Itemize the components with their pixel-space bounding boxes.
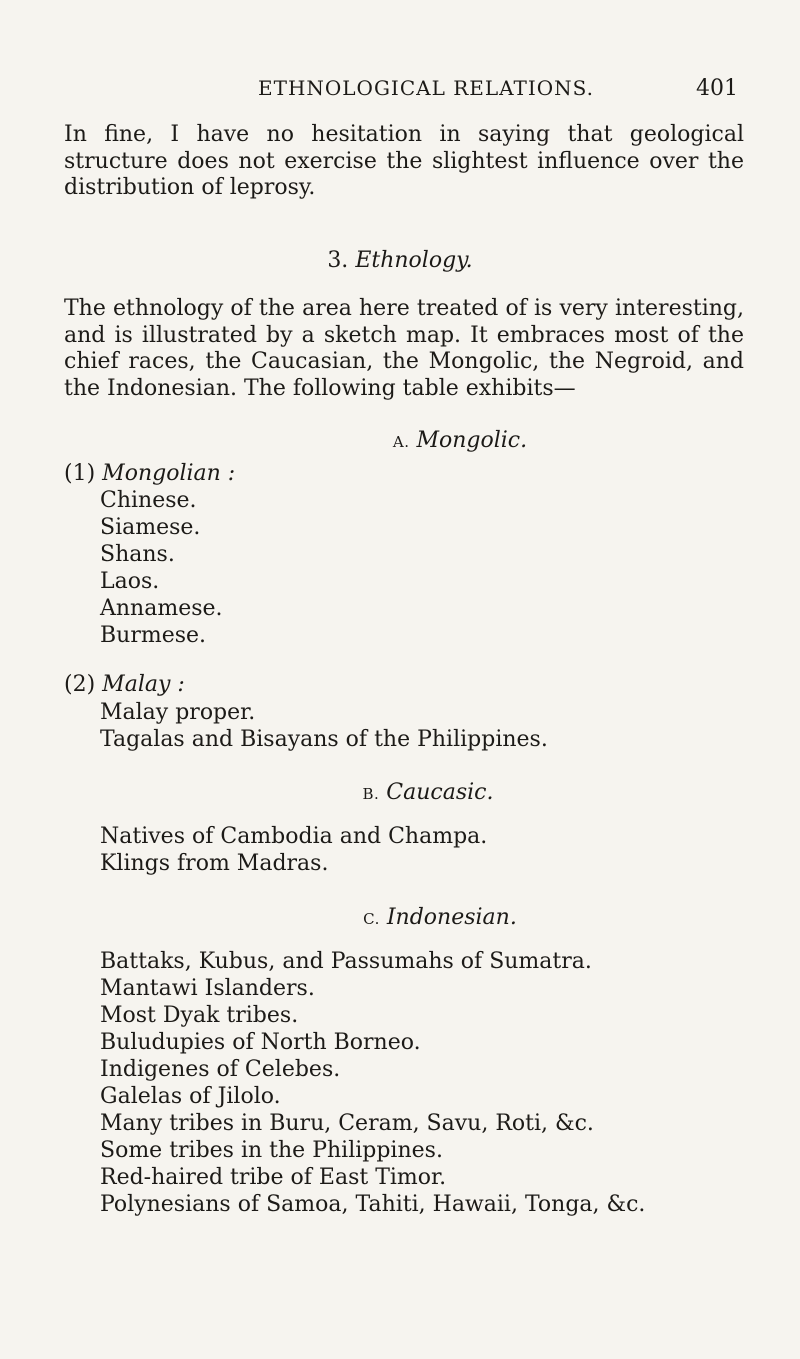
page-header	[0, 76, 800, 106]
running-head: ETHNOLOGICAL RELATIONS.	[258, 76, 594, 100]
list-item: Tagalas and Bisayans of the Philippines.	[100, 727, 548, 752]
list-item: Klings from Madras.	[100, 851, 329, 876]
page-number: 401	[696, 76, 738, 101]
list-item: Red-haired tribe of East Timor.	[100, 1165, 447, 1190]
list-item: Buludupies of North Borneo.	[100, 1030, 421, 1055]
subgroup-number: (2)	[64, 672, 96, 697]
group-c-heading	[40, 905, 800, 930]
subgroup-title: Mongolian :	[102, 461, 236, 486]
list-item: Chinese.	[100, 488, 197, 513]
section-number: 3.	[327, 248, 349, 273]
group-c-letter: C.	[363, 910, 380, 928]
subgroup-title: Malay :	[102, 672, 185, 697]
list-item: Mantawi Islanders.	[100, 976, 315, 1001]
group-b-heading	[28, 780, 800, 805]
list-item: Shans.	[100, 542, 175, 567]
list-item: Indigenes of Celebes.	[100, 1057, 341, 1082]
list-item: Malay proper.	[100, 700, 256, 725]
subgroup-number: (1)	[64, 461, 96, 486]
group-b-letter: B.	[362, 785, 380, 803]
list-item: Laos.	[100, 569, 160, 594]
group-c-title: Indonesian.	[386, 905, 517, 930]
list-item: Some tribes in the Philippines.	[100, 1138, 443, 1163]
subgroup-malay-heading	[64, 672, 185, 697]
ethnology-paragraph: The ethnology of the area here treated of is very interesting, and is illustrated by a sketch map. It embraces most of the chief races, the Caucasian, the Mongolic, the Negroid, and the Indonesian. The following table exhibits—	[64, 296, 744, 401]
group-a-title: Mongolic.	[416, 428, 528, 453]
list-item: Annamese.	[100, 596, 223, 621]
list-item: Burmese.	[100, 623, 207, 648]
section-title: Ethnology.	[355, 248, 473, 273]
intro-paragraph-block	[64, 122, 744, 202]
list-item: Siamese.	[100, 515, 201, 540]
list-item: Many tribes in Buru, Ceram, Savu, Roti, &c.	[100, 1111, 594, 1136]
list-item: Battaks, Kubus, and Passumahs of Sumatra.	[100, 949, 592, 974]
ethnology-paragraph-block	[64, 296, 744, 402]
list-item: Polynesians of Samoa, Tahiti, Hawaii, Tonga, &c.	[100, 1192, 646, 1217]
section-heading	[0, 248, 800, 273]
intro-paragraph: In fine, I have no hesitation in saying that geological structure does not exercise the slightest influence over the distribution of leprosy.	[64, 122, 744, 200]
list-item: Galelas of Jilolo.	[100, 1084, 281, 1109]
subgroup-mongolian-heading	[64, 461, 235, 486]
group-a-letter: A.	[392, 433, 410, 451]
group-b-title: Caucasic.	[386, 780, 494, 805]
list-item: Most Dyak tribes.	[100, 1003, 299, 1028]
group-a-heading	[60, 428, 800, 453]
list-item: Natives of Cambodia and Champa.	[100, 824, 488, 849]
